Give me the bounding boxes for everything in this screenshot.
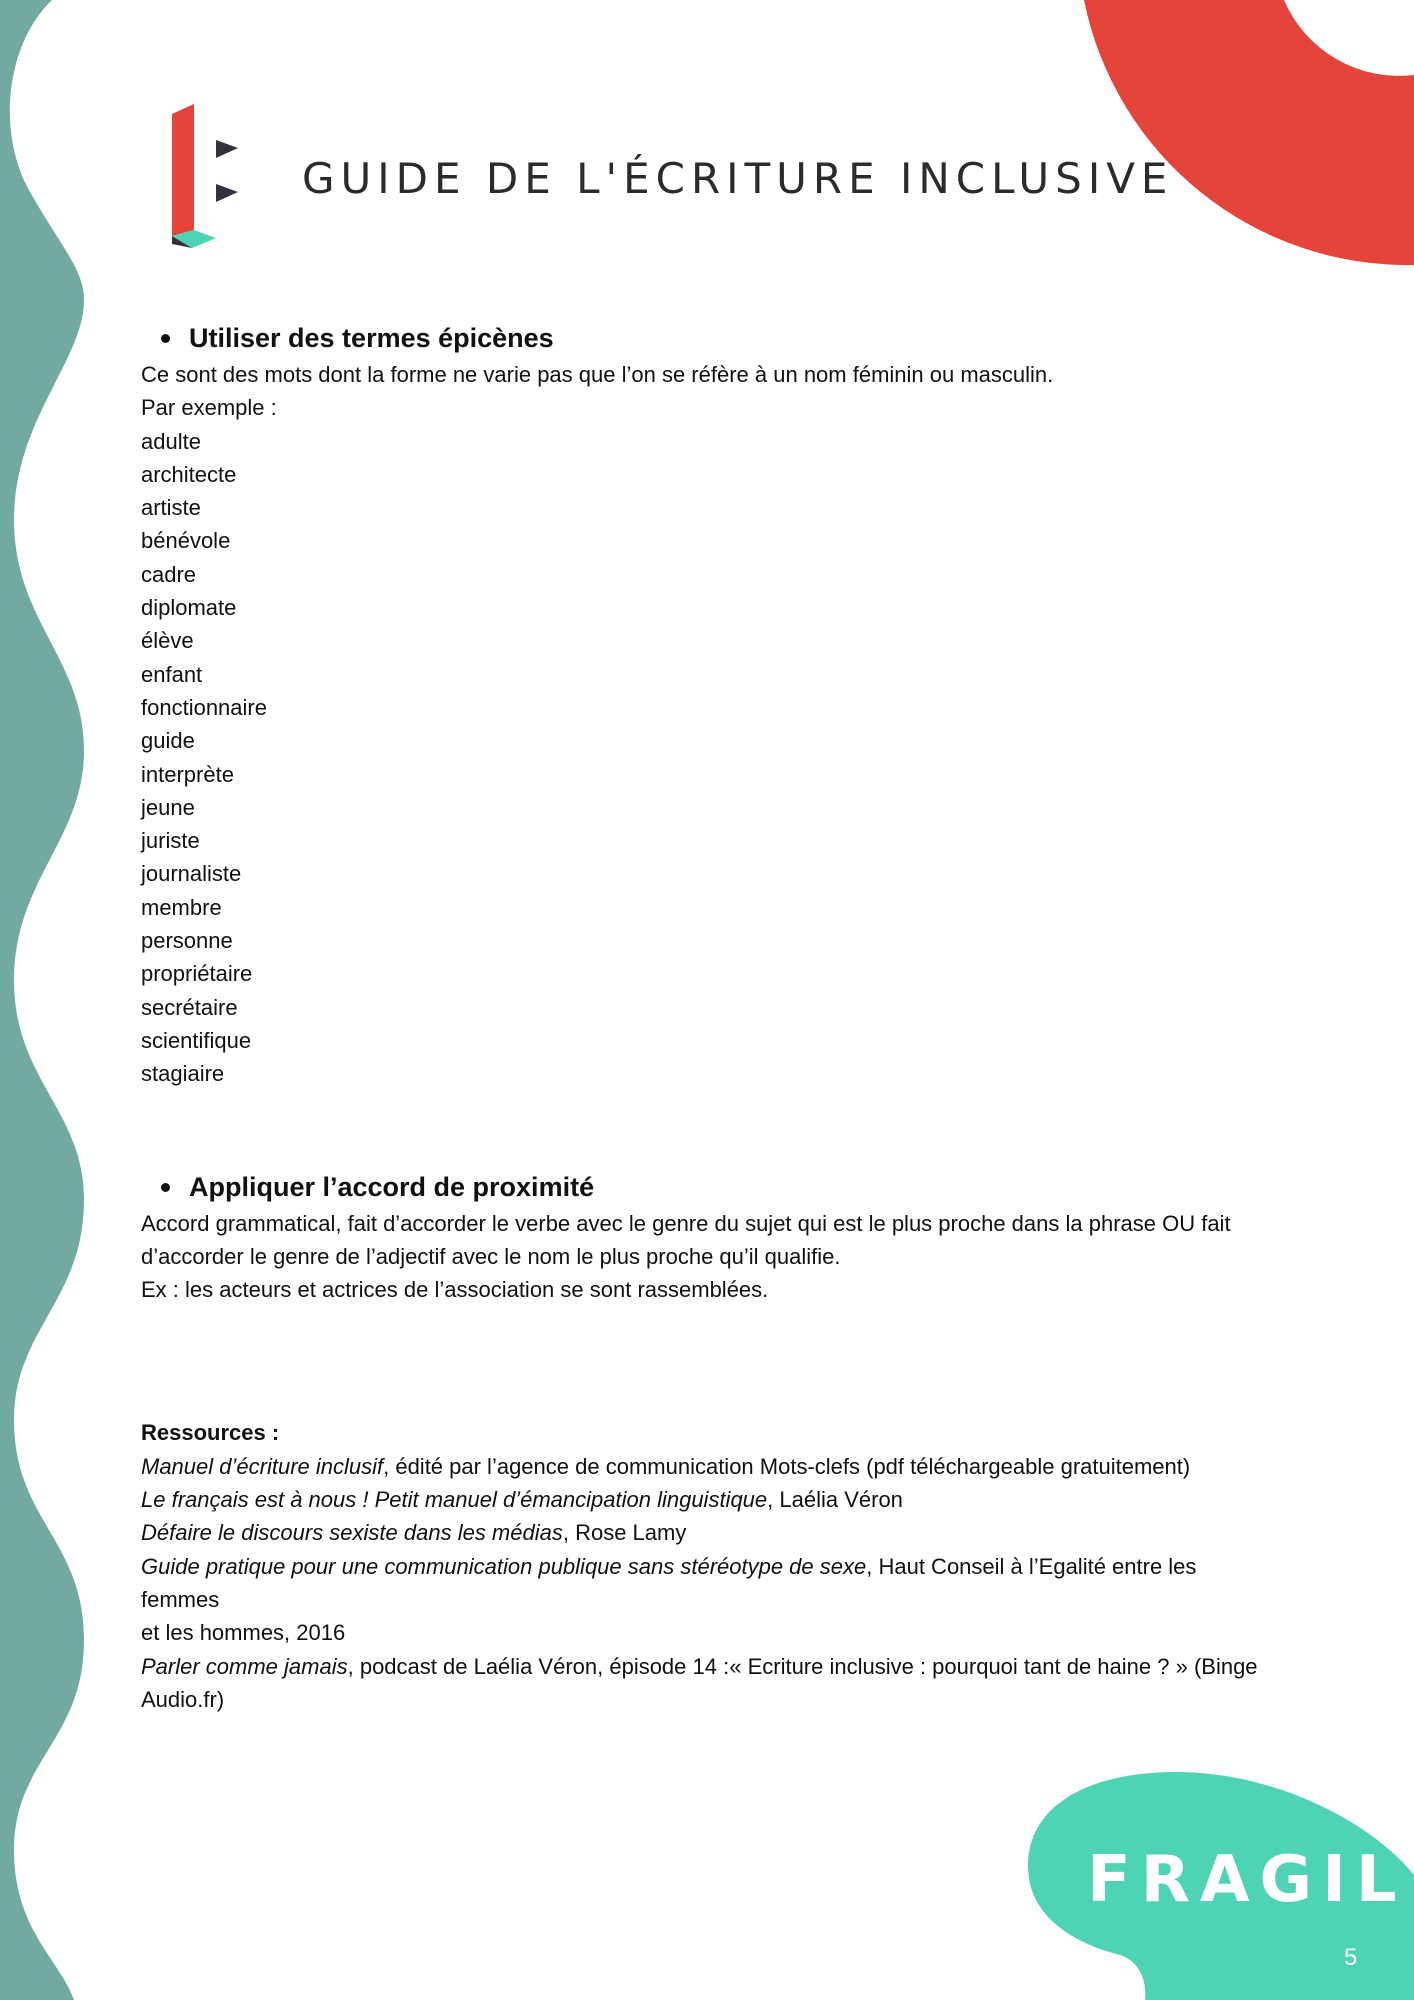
word-item: personne — [141, 928, 233, 954]
resource-item-continued: Audio.fr) — [141, 1686, 225, 1712]
heading-text: Appliquer l’accord de proximité — [189, 1171, 595, 1202]
resource-detail: , podcast de Laélia Véron, épisode 14 :« Ecriture inclusive : pourquoi tant de haine ? » (Binge — [347, 1653, 1258, 1679]
resource-item — [141, 1550, 1271, 1617]
word-item: guide — [141, 728, 195, 754]
word-item: architecte — [141, 461, 237, 487]
red-corner-arc — [1084, 0, 1414, 265]
resource-title: Défaire le discours sexiste dans les médias — [141, 1520, 563, 1546]
word-item: stagiaire — [141, 1061, 225, 1087]
resource-item — [141, 1650, 1271, 1683]
word-item: membre — [141, 894, 222, 920]
resource-title: Le français est à nous ! Petit manuel d’émancipation linguistique — [141, 1487, 768, 1513]
resource-detail: , Haut Conseil à l’Egalité entre les femmes — [141, 1553, 1197, 1612]
page-title: GUIDE DE L'ÉCRITURE INCLUSIVE — [302, 154, 1174, 203]
resource-item-continued: et les hommes, 2016 — [141, 1620, 346, 1646]
bullet-icon — [161, 1183, 170, 1192]
resource-title: Parler comme jamais — [141, 1653, 348, 1679]
word-item: secrétaire — [141, 994, 238, 1020]
word-item: interprète — [141, 761, 234, 787]
paragraph-line: Accord grammatical, fait d’accorder le verbe avec le genre du sujet qui est le plus proche dans la phrase OU fait — [141, 1210, 1231, 1236]
word-item: scientifique — [141, 1027, 252, 1053]
resource-detail: , édité par l’agence de communication Mots-clefs (pdf téléchargeable gratuitement) — [383, 1453, 1191, 1479]
word-item: juriste — [141, 828, 200, 854]
main-content — [141, 318, 1271, 1716]
resource-detail: , Rose Lamy — [562, 1520, 687, 1546]
resources-section — [141, 1416, 1271, 1716]
resource-item — [141, 1450, 1271, 1483]
word-item: enfant — [141, 661, 203, 687]
resource-title: Manuel d’écriture inclusif — [141, 1453, 384, 1479]
bullet-icon — [161, 334, 170, 343]
word-item: adulte — [141, 428, 201, 454]
logo-icon — [168, 104, 240, 250]
resource-title: Guide pratique pour une communication publique sans stéréotype de sexe — [141, 1553, 867, 1579]
brand-logo: FRAGIL — [1087, 1843, 1407, 1917]
section-heading-proximity — [141, 1167, 1271, 1207]
paragraph: Ce sont des mots dont la forme ne varie pas que l’on se réfère à un nom féminin ou masculin. — [141, 362, 1054, 387]
resource-item — [141, 1516, 1271, 1549]
paragraph-line: Ex : les acteurs et actrices de l’association se sont rassemblées. — [141, 1277, 769, 1303]
section-heading-epicene — [141, 318, 1271, 358]
word-item: journaliste — [141, 861, 242, 887]
left-wave-band — [0, 0, 84, 2000]
word-item: fonctionnaire — [141, 694, 267, 720]
resources-label: Ressources : — [141, 1420, 280, 1446]
heading-text: Utiliser des termes épicènes — [189, 323, 554, 353]
word-item: bénévole — [141, 528, 231, 554]
word-item: élève — [141, 628, 194, 654]
page-number: 5 — [1344, 1944, 1358, 1971]
word-item: propriétaire — [141, 961, 253, 987]
word-item: diplomate — [141, 595, 237, 621]
paragraph-line: d’accorder le genre de l’adjectif avec le nom le plus proche qu’il qualifie. — [141, 1243, 841, 1269]
resource-item — [141, 1483, 1271, 1516]
word-item: artiste — [141, 495, 201, 521]
word-item: cadre — [141, 561, 197, 587]
example-label: Par exemple : — [141, 395, 277, 421]
word-item: jeune — [141, 794, 195, 820]
resource-detail: , Laélia Véron — [767, 1487, 903, 1513]
